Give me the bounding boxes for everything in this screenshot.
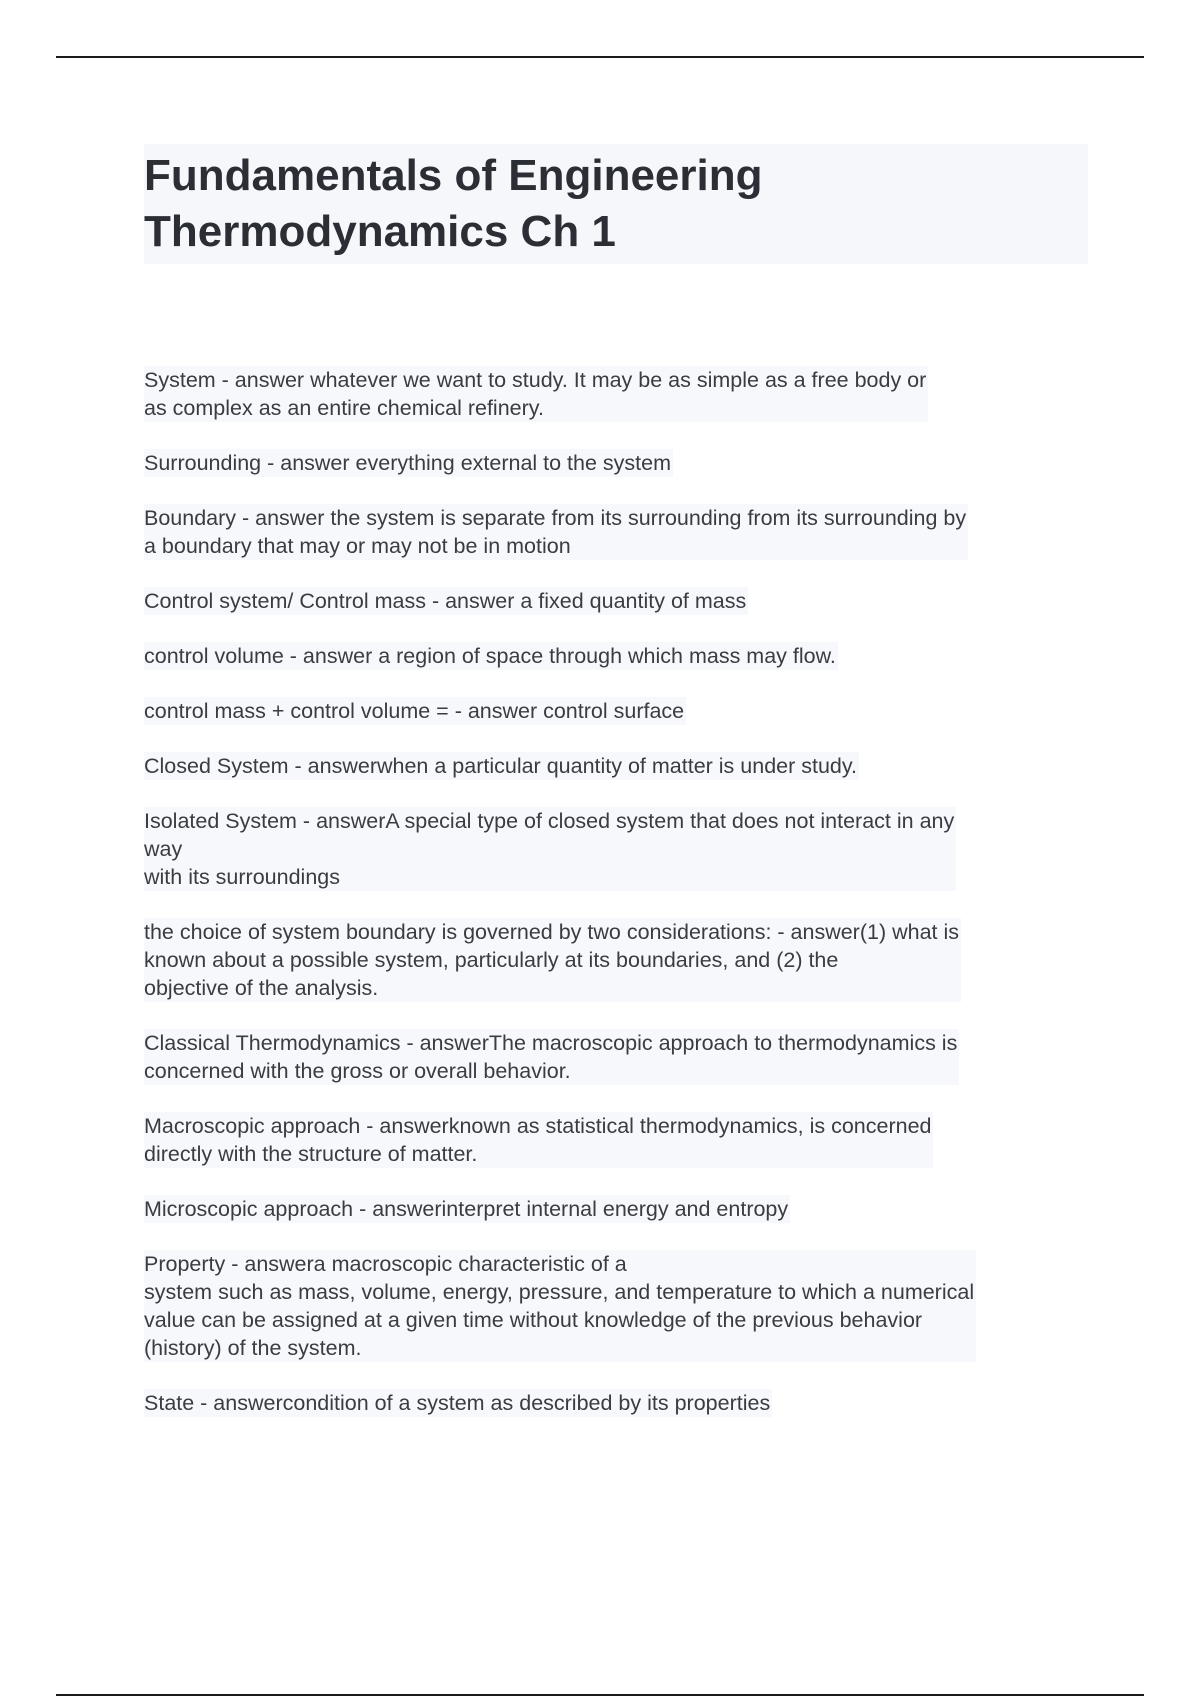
flashcard-entry: control mass + control volume = - answer control surface <box>144 699 685 723</box>
flashcard-entry: Boundary - answer the system is separate from its surrounding from its surrounding by a boundary that may or may not be in motion <box>144 506 967 558</box>
flashcard-entry: Control system/ Control mass - answer a fixed quantity of mass <box>144 589 747 613</box>
header-rule <box>56 56 1144 58</box>
flashcard-entry: the choice of system boundary is governed by two considerations: - answer(1) what is known about a possible system, particularly at its boundaries, and (2) the objective of the analysis. <box>144 920 960 1000</box>
flashcard-entry: control volume - answer a region of space through which mass may flow. <box>144 644 836 668</box>
flashcard-entry: Closed System - answerwhen a particular quantity of matter is under study. <box>144 754 858 778</box>
flashcard-list <box>144 366 1084 1444</box>
footer-rule <box>56 1694 1144 1696</box>
flashcard-entry: Macroscopic approach - answerknown as statistical thermodynamics, is concerned directly with the structure of matter. <box>144 1114 932 1166</box>
flashcard-entry: Classical Thermodynamics - answerThe macroscopic approach to thermodynamics is concerned with the gross or overall behavior. <box>144 1031 958 1083</box>
title-block <box>144 144 1088 264</box>
flashcard-entry: System - answer whatever we want to study. It may be as simple as a free body or as complex as an entire chemical refinery. <box>144 368 927 420</box>
flashcard-entry: Surrounding - answer everything external to the system <box>144 451 672 475</box>
flashcard-entry: State - answercondition of a system as described by its properties <box>144 1391 771 1415</box>
flashcard-entry: Property - answera macroscopic characteristic of a system such as mass, volume, energy, pressure, and temperature to which a numerical value can be assigned at a given time without knowledge of the previous behavior (history) of the system. <box>144 1252 975 1360</box>
document-title: Fundamentals of Engineering Thermodynamics Ch 1 <box>144 151 763 256</box>
flashcard-entry: Isolated System - answerA special type of closed system that does not interact in any way with its surroundings <box>144 809 955 889</box>
flashcard-entry: Microscopic approach - answerinterpret internal energy and entropy <box>144 1197 789 1221</box>
